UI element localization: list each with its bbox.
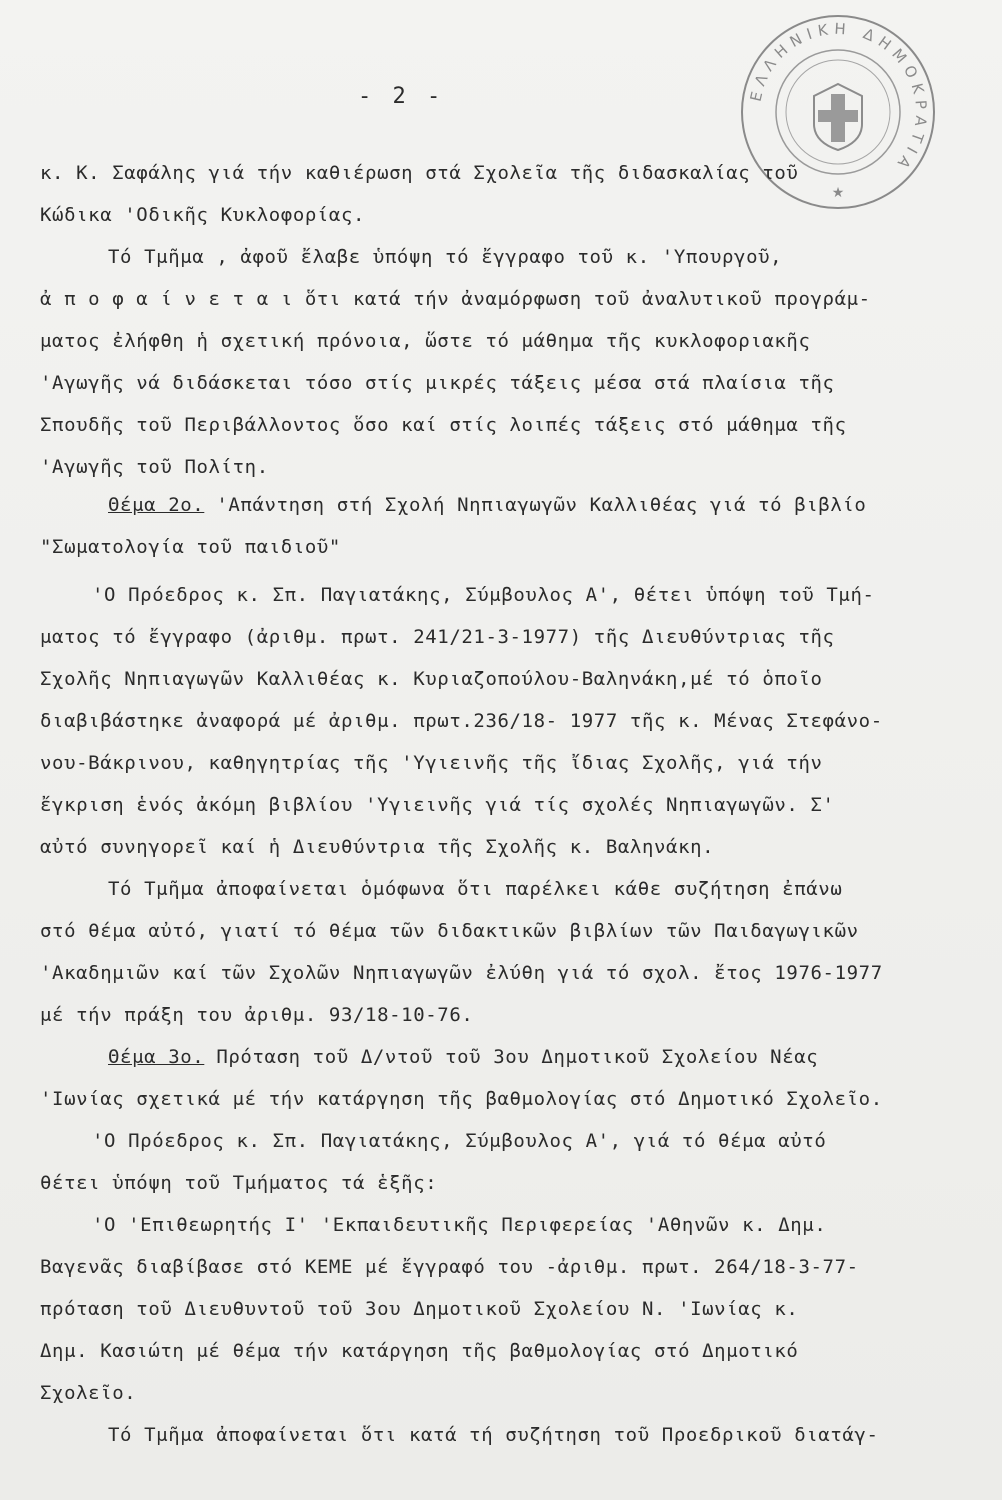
text-line: Κώδικα 'Οδικῆς Κυκλοφορίας. [40,204,366,226]
text-line: ματος ἐλήφθη ἡ σχετική πρόνοια, ὥστε τό μάθημα τῆς κυκλοφοριακῆς [40,330,811,352]
text-line: Τό Τμῆμα ἀποφαίνεται ὅτι κατά τή συζήτηση τοῦ Προεδρικοῦ διατάγ- [108,1424,879,1446]
text-line: Σχολεῖο. [40,1382,137,1404]
text-line: Σπουδῆς τοῦ Περιβάλλοντος ὅσο καί στίς λοιπές τάξεις στό μάθημα τῆς [40,414,847,436]
seal-ring-text: ΕΛΛΗΝΙΚΗ ΔΗΜΟΚΡΑΤΙΑ [746,19,931,177]
theme-3-label: Θέμα 3ο. [108,1046,205,1068]
text-line: πρόταση τοῦ Διευθυντοῦ τοῦ 3ου Δημοτικοῦ Σχολείου Ν. 'Ιωνίας κ. [40,1298,799,1320]
text-line: Βαγενᾶς διαβίβασε στό ΚΕΜΕ μέ ἔγγραφό του -ἀριθμ. πρωτ. 264/18-3-77- [40,1256,859,1278]
text-line: νου-Βάκρινου, καθηγητρίας τῆς 'Υγιεινῆς τῆς ἴδιας Σχολῆς, γιά τήν [40,752,823,774]
text-line: μέ τήν πράξη του ἀριθμ. 93/18-10-76. [40,1004,474,1026]
text-line: διαβιβάστηκε ἀναφορά μέ ἀριθμ. πρωτ.236/18- 1977 τῆς κ. Μένας Στεφάνο- [40,710,883,732]
theme-2-label: Θέμα 2ο. [108,494,205,516]
text-line: 'Ο 'Επιθεωρητής Ι' 'Εκπαιδευτικῆς Περιφερείας 'Αθηνῶν κ. Δημ. [92,1214,827,1236]
text-line: 'Ο Πρόεδρος κ. Σπ. Παγιατάκης, Σύμβουλος Α', γιά τό θέμα αὐτό [92,1130,827,1152]
text-line: 'Αγωγῆς τοῦ Πολίτη. [40,456,269,478]
text-line: θέτει ὑπόψη τοῦ Τμήματος τά ἑξῆς: [40,1172,438,1194]
text-line: 'Ιωνίας σχετικά μέ τήν κατάργηση τῆς βαθμολογίας στό Δημοτικό Σχολεῖο. [40,1088,883,1110]
text-line: Δημ. Κασιώτη μέ θέμα τήν κατάργηση τῆς βαθμολογίας στό Δημοτικό [40,1340,799,1362]
text-line: στό θέμα αὐτό, γιατί τό θέμα τῶν διδακτικῶν βιβλίων τῶν Παιδαγωγικῶν [40,920,859,942]
text-line: ἀ π ο φ α ί ν ε τ α ι ὅτι κατά τήν ἀναμόρφωση τοῦ ἀναλυτικοῦ προγράμ- [40,288,871,310]
text-line: "Σωματολογία τοῦ παιδιοῦ" [40,536,341,558]
text-line: αὐτό συνηγορεῖ καί ἡ Διευθύντρια τῆς Σχολῆς κ. Βαληνάκη. [40,836,715,858]
theme-2-title: 'Απάντηση στή Σχολή Νηπιαγωγῶν Καλλιθέας γιά τό βιβλίο [216,494,867,516]
page-number: - 2 - [358,84,445,109]
text-line: ματος τό ἔγγραφο (ἀριθμ. πρωτ. 241/21-3-1977) τῆς Διευθύντριας τῆς [40,626,835,648]
text-line: 'Ακαδημιῶν καί τῶν Σχολῶν Νηπιαγωγῶν ἐλύθη γιά τό σχολ. ἔτος 1976-1977 [40,962,883,984]
text-line: Τό Τμῆμα , ἀφοῦ ἔλαβε ὑπόψη τό ἔγγραφο τοῦ κ. 'Υπουργοῦ, [108,246,783,268]
section-heading-theme-2 [108,494,866,516]
svg-text:★: ★ [831,185,845,201]
section-heading-theme-3 [108,1046,818,1068]
text-line: Τό Τμῆμα ἀποφαίνεται ὁμόφωνα ὅτι παρέλκει κάθε συζήτηση ἐπάνω [108,878,843,900]
text-line: 'Ο Πρόεδρος κ. Σπ. Παγιατάκης, Σύμβουλος Α', θέτει ὑπόψη τοῦ Τμή- [92,584,875,606]
text-line: κ. Κ. Σαφάλης γιά τήν καθιέρωση στά Σχολεῖα τῆς διδασκαλίας τοῦ [40,162,799,184]
text-line: 'Αγωγῆς νά διδάσκεται τόσο στίς μικρές τάξεις μέσα στά πλαίσια τῆς [40,372,835,394]
theme-3-title: Πρόταση τοῦ Δ/ντοῦ τοῦ 3ου Δημοτικοῦ Σχολείου Νέας [216,1046,819,1068]
text-line: ἔγκριση ἑνός ἀκόμη βιβλίου 'Υγιεινῆς γιά τίς σχολές Νηπιαγωγῶν. Σ' [40,794,835,816]
text-line: Σχολῆς Νηπιαγωγῶν Καλλιθέας κ. Κυριαζοπούλου-Βαληνάκη,μέ τό ὁποῖο [40,668,823,690]
